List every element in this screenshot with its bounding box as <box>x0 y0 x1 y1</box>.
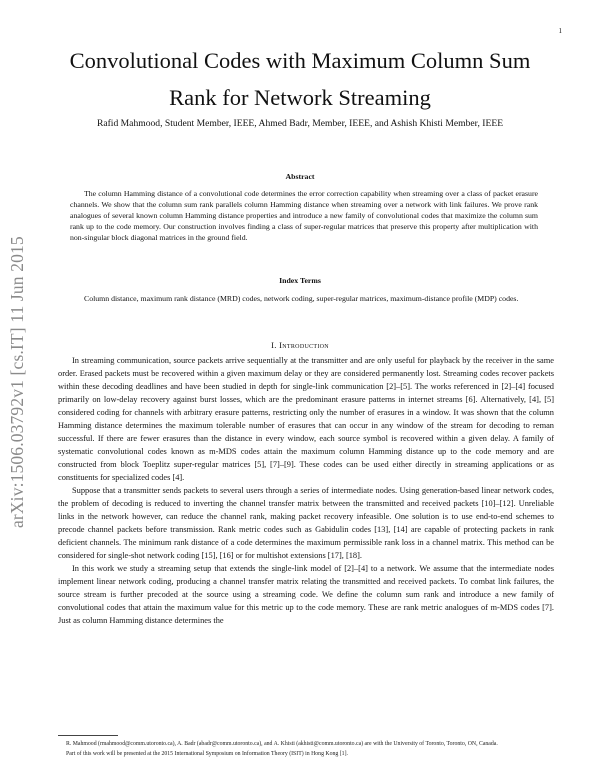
footnote: Part of this work will be presented at the 2015 International Symposium on Information Theory (ISIT) in Hong Kong [1]. <box>66 750 348 757</box>
body-paragraph: Suppose that a transmitter sends packets to several users through a series of intermediate nodes. Using generation-based linear network codes, the problem of decoding is reduced to inverting the channel transfer matrix between the transmitted and received packets [10]–[12]. Unreliable links in the network however, can reduce the channel rank, making packet recovery infeasible. One solution is to use end-to-end schemes to precode channel packets before transmission. Rank metric codes such as Gabidulin codes [13], [14] are capable of protecting packets in rank deficient channels. The minimum rank distance of a code determines the maximum permissible rank loss in a channel matrix. This method can be considered for single-shot network coding [15], [16] or for multishot extensions [17], [18]. <box>58 486 554 560</box>
section-heading: I. Introduction <box>271 340 329 350</box>
index-terms-text: Column distance, maximum rank distance (MRD) codes, network coding, super-regular matrices, maximum-distance profile (MDP) codes. <box>84 294 519 303</box>
abstract-text: The column Hamming distance of a convolutional code determines the error correction capability when streaming over a class of packet erasure channels. We show that the column sum rank parallels column Hamming distance when streaming over a network with link failures. We prove rank analogues of several known column Hamming distance properties and introduce a new family of convolutional codes that maximize the column sum rank up to the code memory. Our construction involves finding a class of super-regular matrices that preserve this property after multiplication with non-singular block diagonal matrices in the ground field. <box>70 189 538 242</box>
arxiv-identifier-stamp: arXiv:1506.03792v1 [cs.IT] 11 Jun 2015 <box>7 236 27 528</box>
footnotes <box>58 740 554 759</box>
paper-title: Convolutional Codes with Maximum Column Sum Rank for Network Streaming <box>69 48 531 110</box>
section-body <box>58 354 554 627</box>
body-paragraph: In this work we study a streaming setup that extends the single-link model of [2]–[4] to a network. We assume that the intermediate nodes implement linear network coding, producing a channel transfer matrix relating the transmitted and received packets. To combat link failures, the source stream is further precoded at the source using a streaming code. We define the column sum rank and introduce a new family of convolutional codes that attain the maximum value for this metric up to the code memory. These are rank metric analogues of m-MDS codes [7]. Just as column Hamming distance determines the <box>58 564 554 625</box>
page-number: 1 <box>558 27 562 35</box>
abstract-heading: Abstract <box>285 172 315 181</box>
author-list: Rafid Mahmood, Student Member, IEEE, Ahmed Badr, Member, IEEE, and Ashish Khisti Member, IEEE <box>96 118 504 129</box>
index-terms-heading: Index Terms <box>279 276 321 285</box>
footnote: R. Mahmood (rmahmood@comm.utoronto.ca), A. Badr (abadr@comm.utoronto.ca), and A. Khisti (akhisti@comm.utoronto.ca) are with the University of Toronto, Toronto, ON, Canada. <box>66 741 498 747</box>
footnote-rule <box>58 735 118 736</box>
body-paragraph: In streaming communication, source packets arrive sequentially at the transmitter and are only useful for playback by the receiver in the same order. Erased packets must be recovered within a given maximum delay or they are considered permanently lost. Streaming codes recover packets within these decoding deadlines and have been studied in depth for single-link communication [2]–[5]. The works referenced in [2]–[4] focused primarily on low-delay recovery against burst losses, which are the predominant erasure patterns in internet streams [6]. Alternatively, [4], [5] considered coding for channels with arbitrary erasure patterns, restricting only the number of erasures in a window. It was shown that the column Hamming distance determines the maximum tolerable number of erasures that can occur in any window of the stream for decoding to reman successful. If there are fewer erasures than the distance in every window, each source symbol is recovered within a given delay. A family of systematic convolutional codes known as m-MDS codes attain the maximum column Hamming distance up to the code memory and are constructed from block Toeplitz super-regular matrices [5], [7]–[9]. These codes can be used either directly in streaming applications or as constituents for specialized codes [4]. <box>58 356 554 482</box>
